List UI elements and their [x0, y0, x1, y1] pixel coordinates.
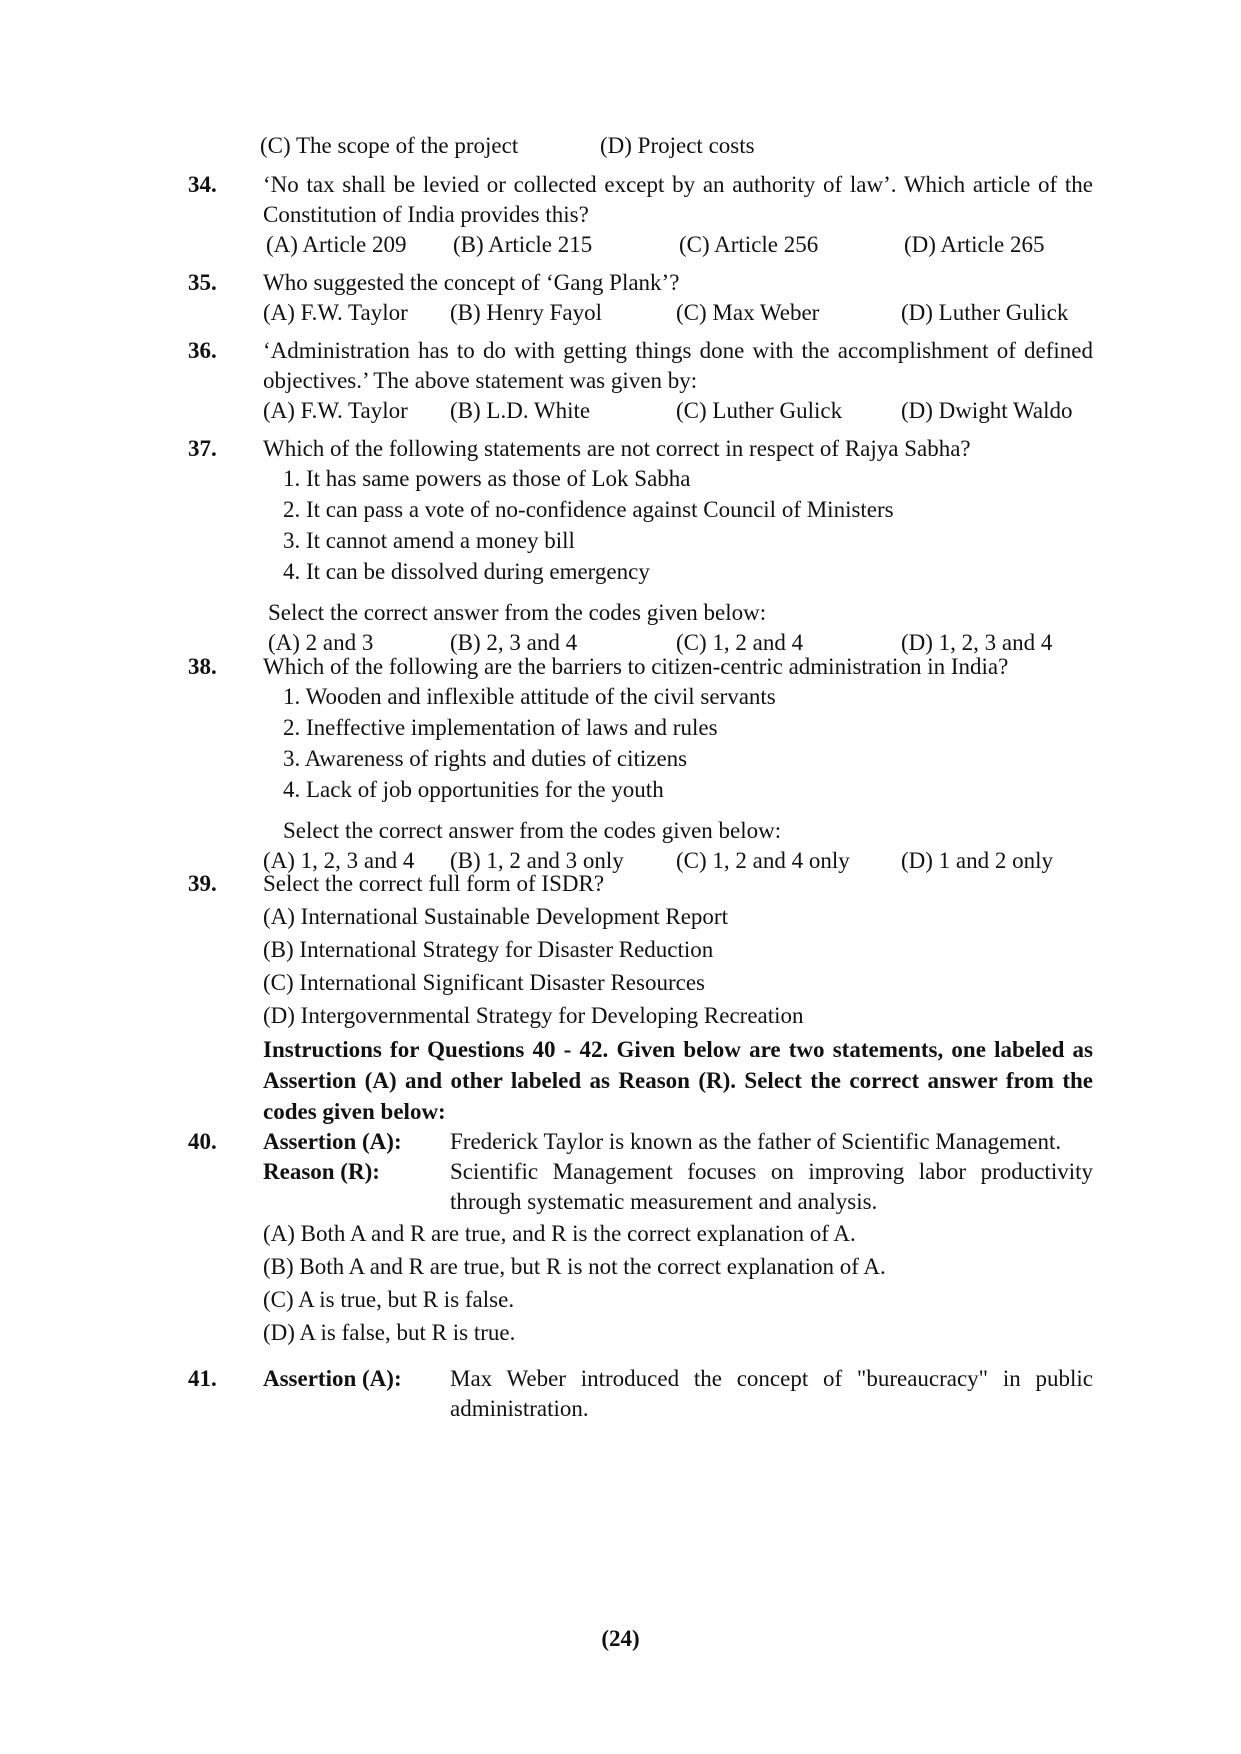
option-a: (A) Both A and R are true, and R is the correct explanation of A. [263, 1221, 856, 1246]
question-stem: Which of the following are the barriers to citizen-centric administration in India? [263, 654, 1009, 679]
question-stem: Who suggested the concept of ‘Gang Plank’? [263, 270, 680, 295]
option-d: (D) A is false, but R is true. [263, 1320, 516, 1345]
option-a: (A) Article 209 [266, 232, 407, 257]
option-a: (A) International Sustainable Development Report [263, 904, 728, 929]
statement-item: 2. Ineffective implementation of laws and rules [283, 715, 718, 740]
option-d: (D) 1 and 2 only [901, 848, 1054, 873]
option-d: (D) Article 265 [904, 232, 1045, 257]
option-d: (D) Dwight Waldo [901, 398, 1073, 423]
question-stem: Select the correct full form of ISDR? [263, 871, 605, 896]
option-c: (C) Article 256 [679, 232, 819, 257]
option-b: (B) 1, 2 and 3 only [450, 848, 624, 873]
statement-item: 1. It has same powers as those of Lok Sabha [283, 466, 691, 491]
statement-item: 2. It can pass a vote of no-confidence against Council of Ministers [283, 497, 894, 522]
option-c: (C) 1, 2 and 4 only [676, 848, 850, 873]
option-d: (D) 1, 2, 3 and 4 [901, 630, 1053, 655]
option-c: (C) 1, 2 and 4 [676, 630, 804, 655]
statement-item: 1. Wooden and inflexible attitude of the civil servants [283, 684, 776, 709]
codes-instruction: Select the correct answer from the codes given below: [268, 600, 767, 625]
assertion-row [263, 1127, 1093, 1157]
option-c: (C) Luther Gulick [676, 398, 843, 423]
option-b: (B) International Strategy for Disaster Reduction [263, 937, 714, 962]
question-stem: ‘Administration has to do with getting things done with the accomplishment of defined objectives.’ The above statement was given by: [263, 338, 1093, 393]
question-number: 39. [188, 871, 217, 896]
page-number: (24) [601, 1626, 640, 1651]
option-b: (B) Henry Fayol [450, 300, 603, 325]
option-b: (B) 2, 3 and 4 [450, 630, 578, 655]
assertion-text: Frederick Taylor is known as the father of Scientific Management. [450, 1129, 1062, 1154]
option-b: (B) Article 215 [453, 232, 593, 257]
option-c: (C) The scope of the project [260, 133, 519, 158]
codes-instruction: Select the correct answer from the codes given below: [283, 818, 782, 843]
option-a: (A) F.W. Taylor [263, 300, 408, 325]
question-number: 38. [188, 654, 217, 679]
assertion-text: Max Weber introduced the concept of "bureaucracy" in public administration. [450, 1366, 1093, 1421]
assertion-row [263, 1364, 1093, 1424]
statement-item: 4. Lack of job opportunities for the youth [283, 777, 664, 802]
reason-row [263, 1157, 1093, 1217]
reason-text: Scientific Management focuses on improving labor productivity through systematic measurement and analysis. [450, 1159, 1093, 1214]
question-number: 35. [188, 270, 217, 295]
instructions-heading: Instructions for Questions 40 - 42. Given below are two statements, one labeled as Assertion (A) and other labeled as Reason (R). Select the correct answer from the codes given below: [263, 1037, 1093, 1124]
question-number: 40. [188, 1129, 217, 1154]
question-number: 34. [188, 172, 217, 197]
option-c: (C) Max Weber [676, 300, 820, 325]
question-stem: Which of the following statements are not correct in respect of Rajya Sabha? [263, 436, 971, 461]
option-c: (C) A is true, but R is false. [263, 1287, 515, 1312]
reason-label: Reason (R): [263, 1159, 380, 1184]
option-d: (D) Luther Gulick [901, 300, 1069, 325]
option-a: (A) 1, 2, 3 and 4 [263, 848, 415, 873]
assertion-label: Assertion (A): [263, 1366, 402, 1391]
statement-item: 3. Awareness of rights and duties of citizens [283, 746, 688, 771]
question-number: 41. [188, 1366, 217, 1391]
question-stem: ‘No tax shall be levied or collected except by an authority of law’. Which article of the Constitution of India provides this? [263, 172, 1093, 227]
option-a: (A) 2 and 3 [268, 630, 374, 655]
option-d: (D) Project costs [600, 133, 755, 158]
statement-item: 4. It can be dissolved during emergency [283, 559, 650, 584]
option-a: (A) F.W. Taylor [263, 398, 408, 423]
assertion-label: Assertion (A): [263, 1129, 402, 1154]
option-d: (D) Intergovernmental Strategy for Developing Recreation [263, 1003, 804, 1028]
statement-item: 3. It cannot amend a money bill [283, 528, 575, 553]
question-number: 37. [188, 436, 217, 461]
statement-list [263, 682, 1093, 806]
option-c: (C) International Significant Disaster Resources [263, 970, 705, 995]
option-b: (B) Both A and R are true, but R is not the correct explanation of A. [263, 1254, 886, 1279]
question-number: 36. [188, 338, 217, 363]
option-b: (B) L.D. White [450, 398, 591, 423]
statement-list [263, 464, 1093, 588]
